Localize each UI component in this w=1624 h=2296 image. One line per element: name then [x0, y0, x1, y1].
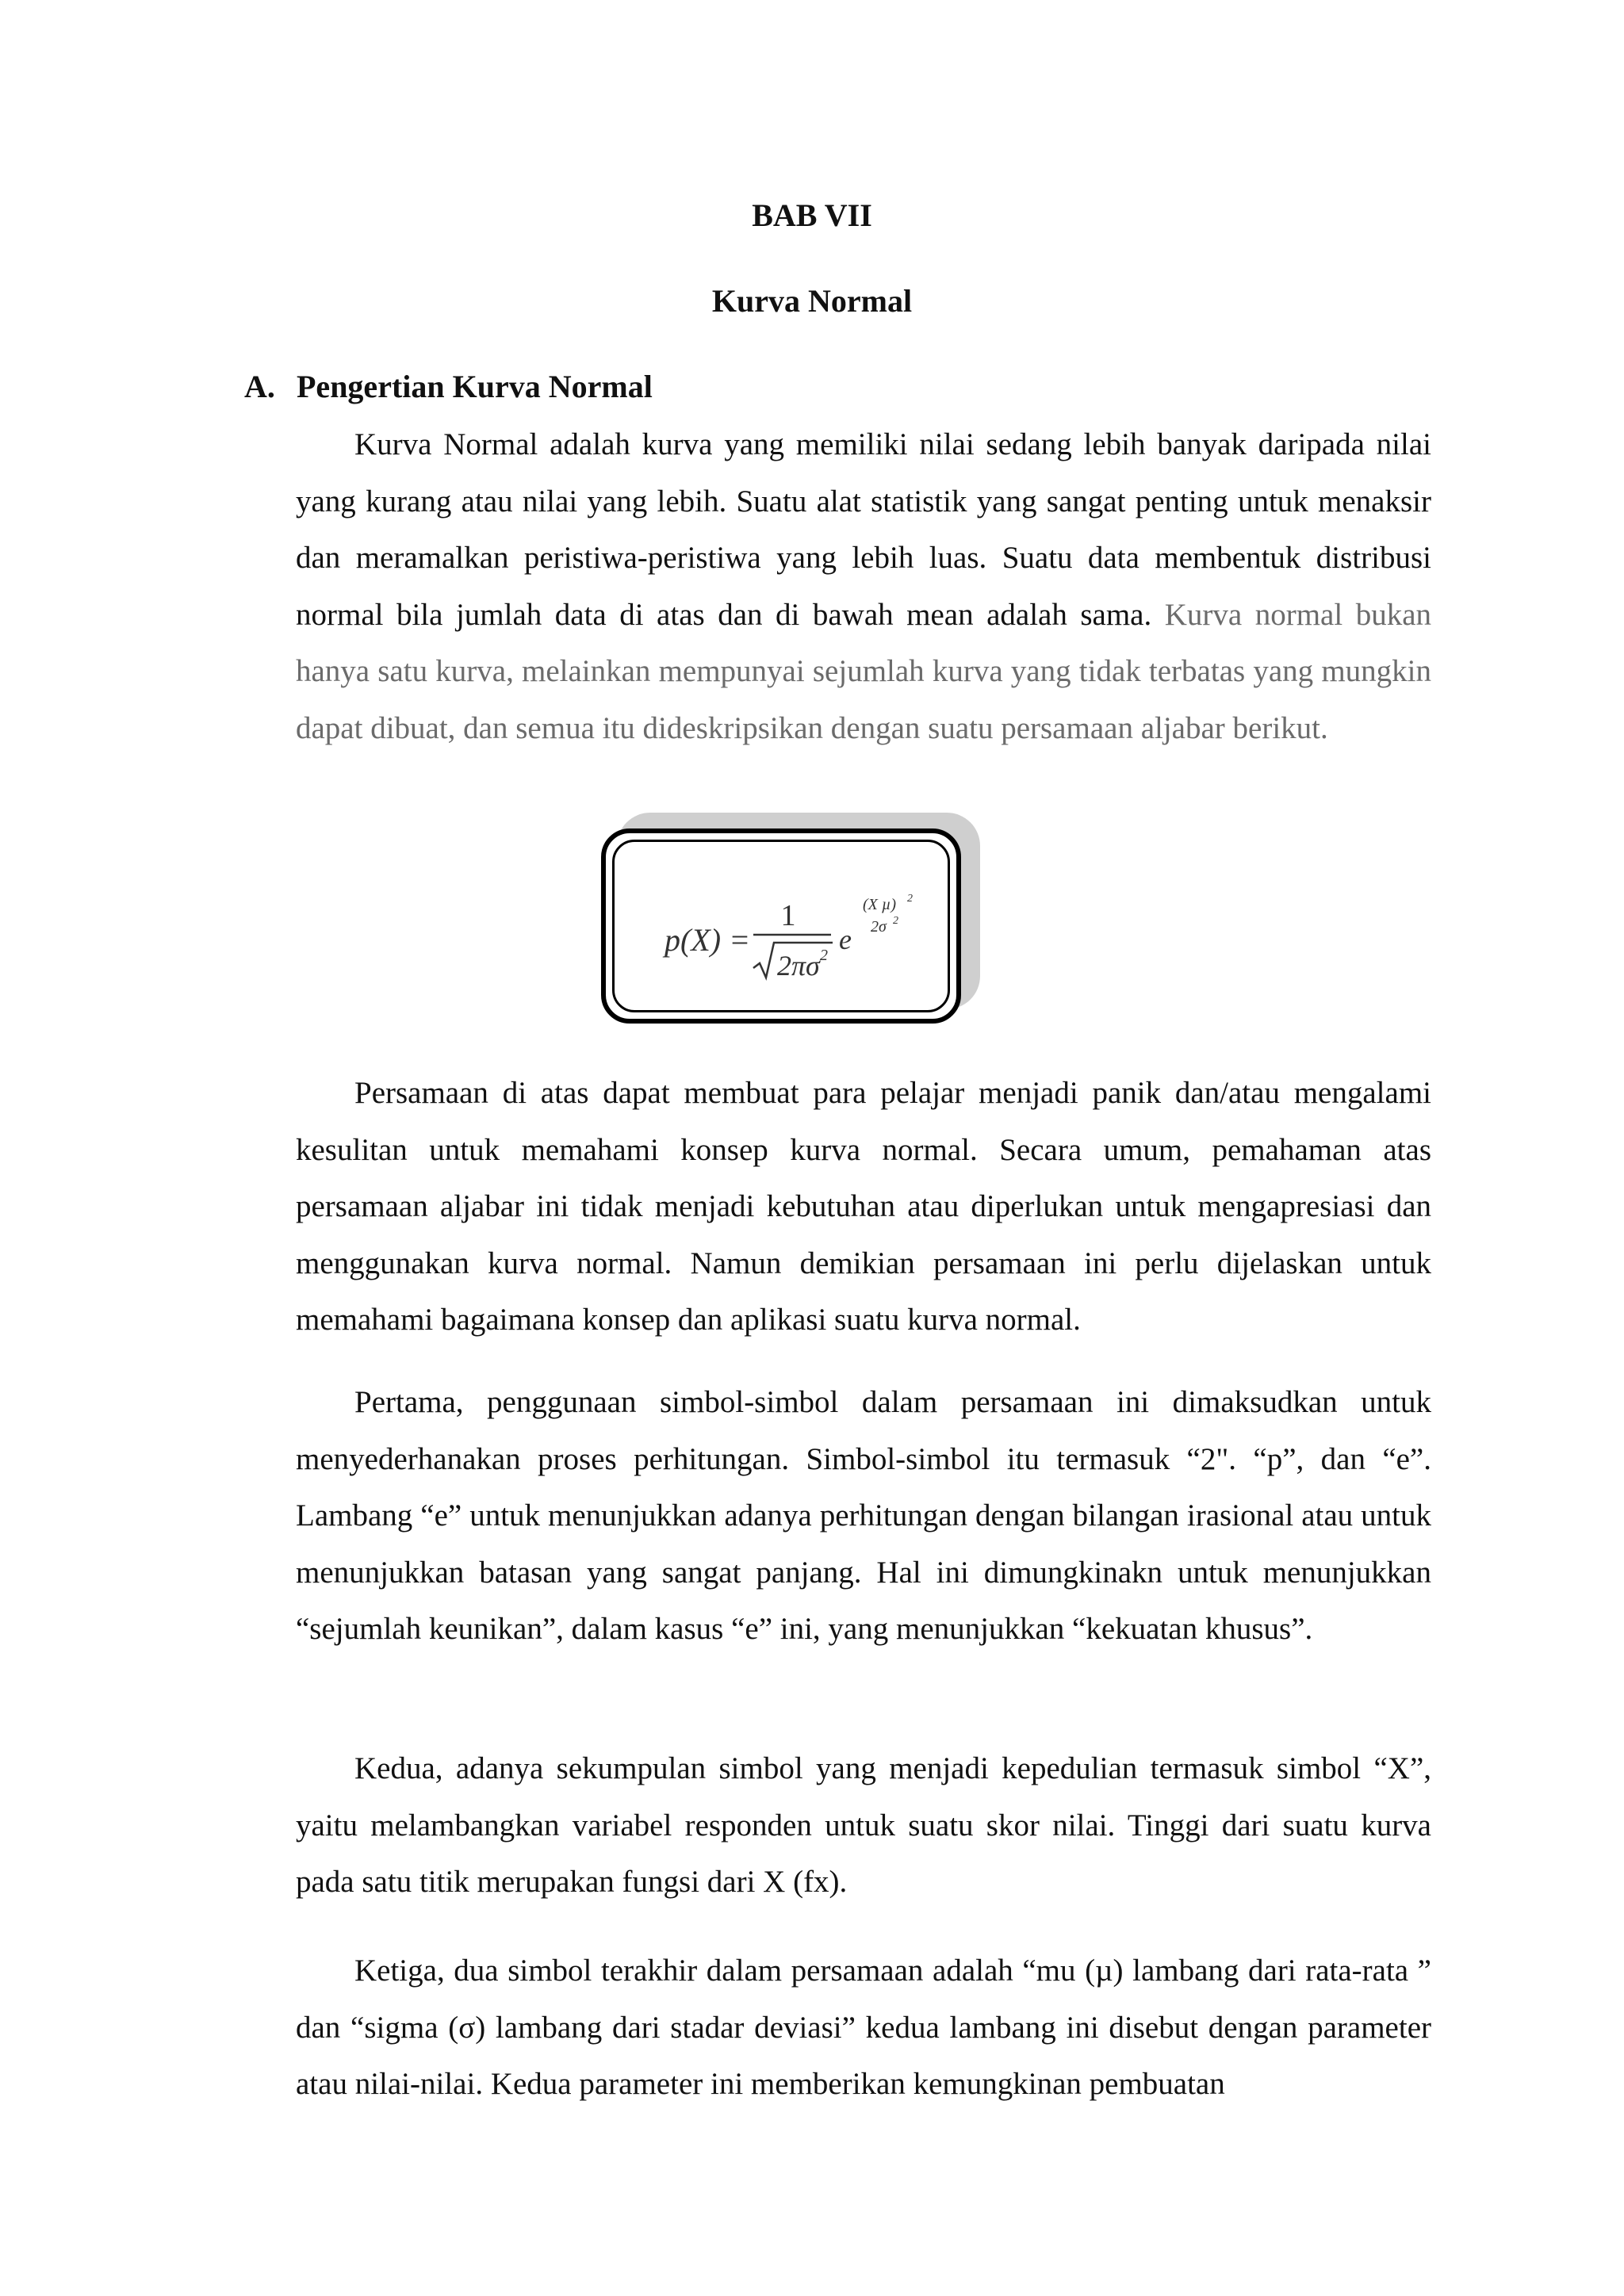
- formula-numerator: 1: [780, 899, 796, 932]
- formula-exponent-bottom: 2σ: [871, 918, 887, 936]
- section-heading: [244, 368, 653, 405]
- chapter-number: BAB VII: [752, 197, 872, 233]
- formula-exponent-top-power: 2: [907, 893, 913, 905]
- formula-exponent-top: (X µ): [863, 896, 897, 913]
- paragraph-equation-difficulty: Persamaan di atas dapat membuat para pelajar menjadi panik dan/atau mengalami kesulitan untuk memahami konsep kurva normal. Secara umum, pemahaman atas persamaan aljabar ini tidak menjadi kebutuhan atau diperlukan untuk mengapresiasi dan menggunakan kurva normal. Namun demikian persamaan ini perlu dijelaskan untuk memahami bagaimana konsep dan aplikasi suatu kurva normal.: [296, 1076, 1431, 1337]
- paragraph-definition-gray: Kurva normal bukan hanya satu kurva, melainkan mempunyai sejumlah kurva yang tidak terbatas yang mungkin dapat dibuat, dan semua itu dideskripsikan dengan suatu persamaan aljabar berikut.: [296, 597, 1432, 745]
- normal-distribution-formula: [601, 813, 980, 1025]
- section-title: Pengertian Kurva Normal: [297, 369, 653, 404]
- section-letter: A.: [244, 369, 275, 404]
- formula-denominator: 2πσ: [777, 950, 820, 982]
- paragraph-first-symbols: Pertama, penggunaan simbol-simbol dalam persamaan ini dimaksudkan untuk menyederhanakan proses perhitungan. Simbol-simbol itu termasuk “2". “p”, dan “e”. Lambang “e” untuk menunjukkan adanya perhitungan dengan bilangan irasional atau untuk menunjukkan batasan yang sangat panjang. Hal ini dimungkinakn untuk menunjukkan “sejumlah keunikan”, dalam kasus “e” ini, yang menunjukkan “kekuatan khusus”.: [296, 1385, 1431, 1646]
- formula-lhs: p(X) =: [665, 922, 751, 958]
- chapter-title: Kurva Normal: [711, 283, 913, 319]
- paragraph-definition-main: Kurva Normal adalah kurva yang memiliki nilai sedang lebih banyak daripada nilai yang kurang atau nilai yang lebih. Suatu alat statistik yang sangat penting untuk menaksir dan meramalkan peristiwa-peristiwa yang lebih luas. Suatu data membentuk distribusi normal bila jumlah data di atas dan di bawah mean adalah sama.: [296, 427, 1431, 632]
- paragraph-third-symbols: Ketiga, dua simbol terakhir dalam persamaan adalah “mu (µ) lambang dari rata-rata ” dan “sigma (σ) lambang dari stadar deviasi” kedua lambang ini disebut dengan parameter atau nilai-nilai. Kedua parameter ini memberikan kemungkinan pembuatan: [296, 1954, 1431, 2101]
- formula-exponent-bottom-power: 2: [893, 915, 898, 927]
- paragraph-definition: [296, 416, 1431, 756]
- formula-figure: [601, 813, 980, 1025]
- formula-base: e: [839, 924, 852, 955]
- paragraph-second-symbols: Kedua, adanya sekumpulan simbol yang menjadi kepedulian termasuk simbol “X”, yaitu melambangkan variabel responden untuk suatu skor nilai. Tinggi dari suatu kurva pada satu titik merupakan fungsi dari X (fx).: [296, 1751, 1431, 1899]
- formula-denominator-exponent: 2: [820, 947, 828, 964]
